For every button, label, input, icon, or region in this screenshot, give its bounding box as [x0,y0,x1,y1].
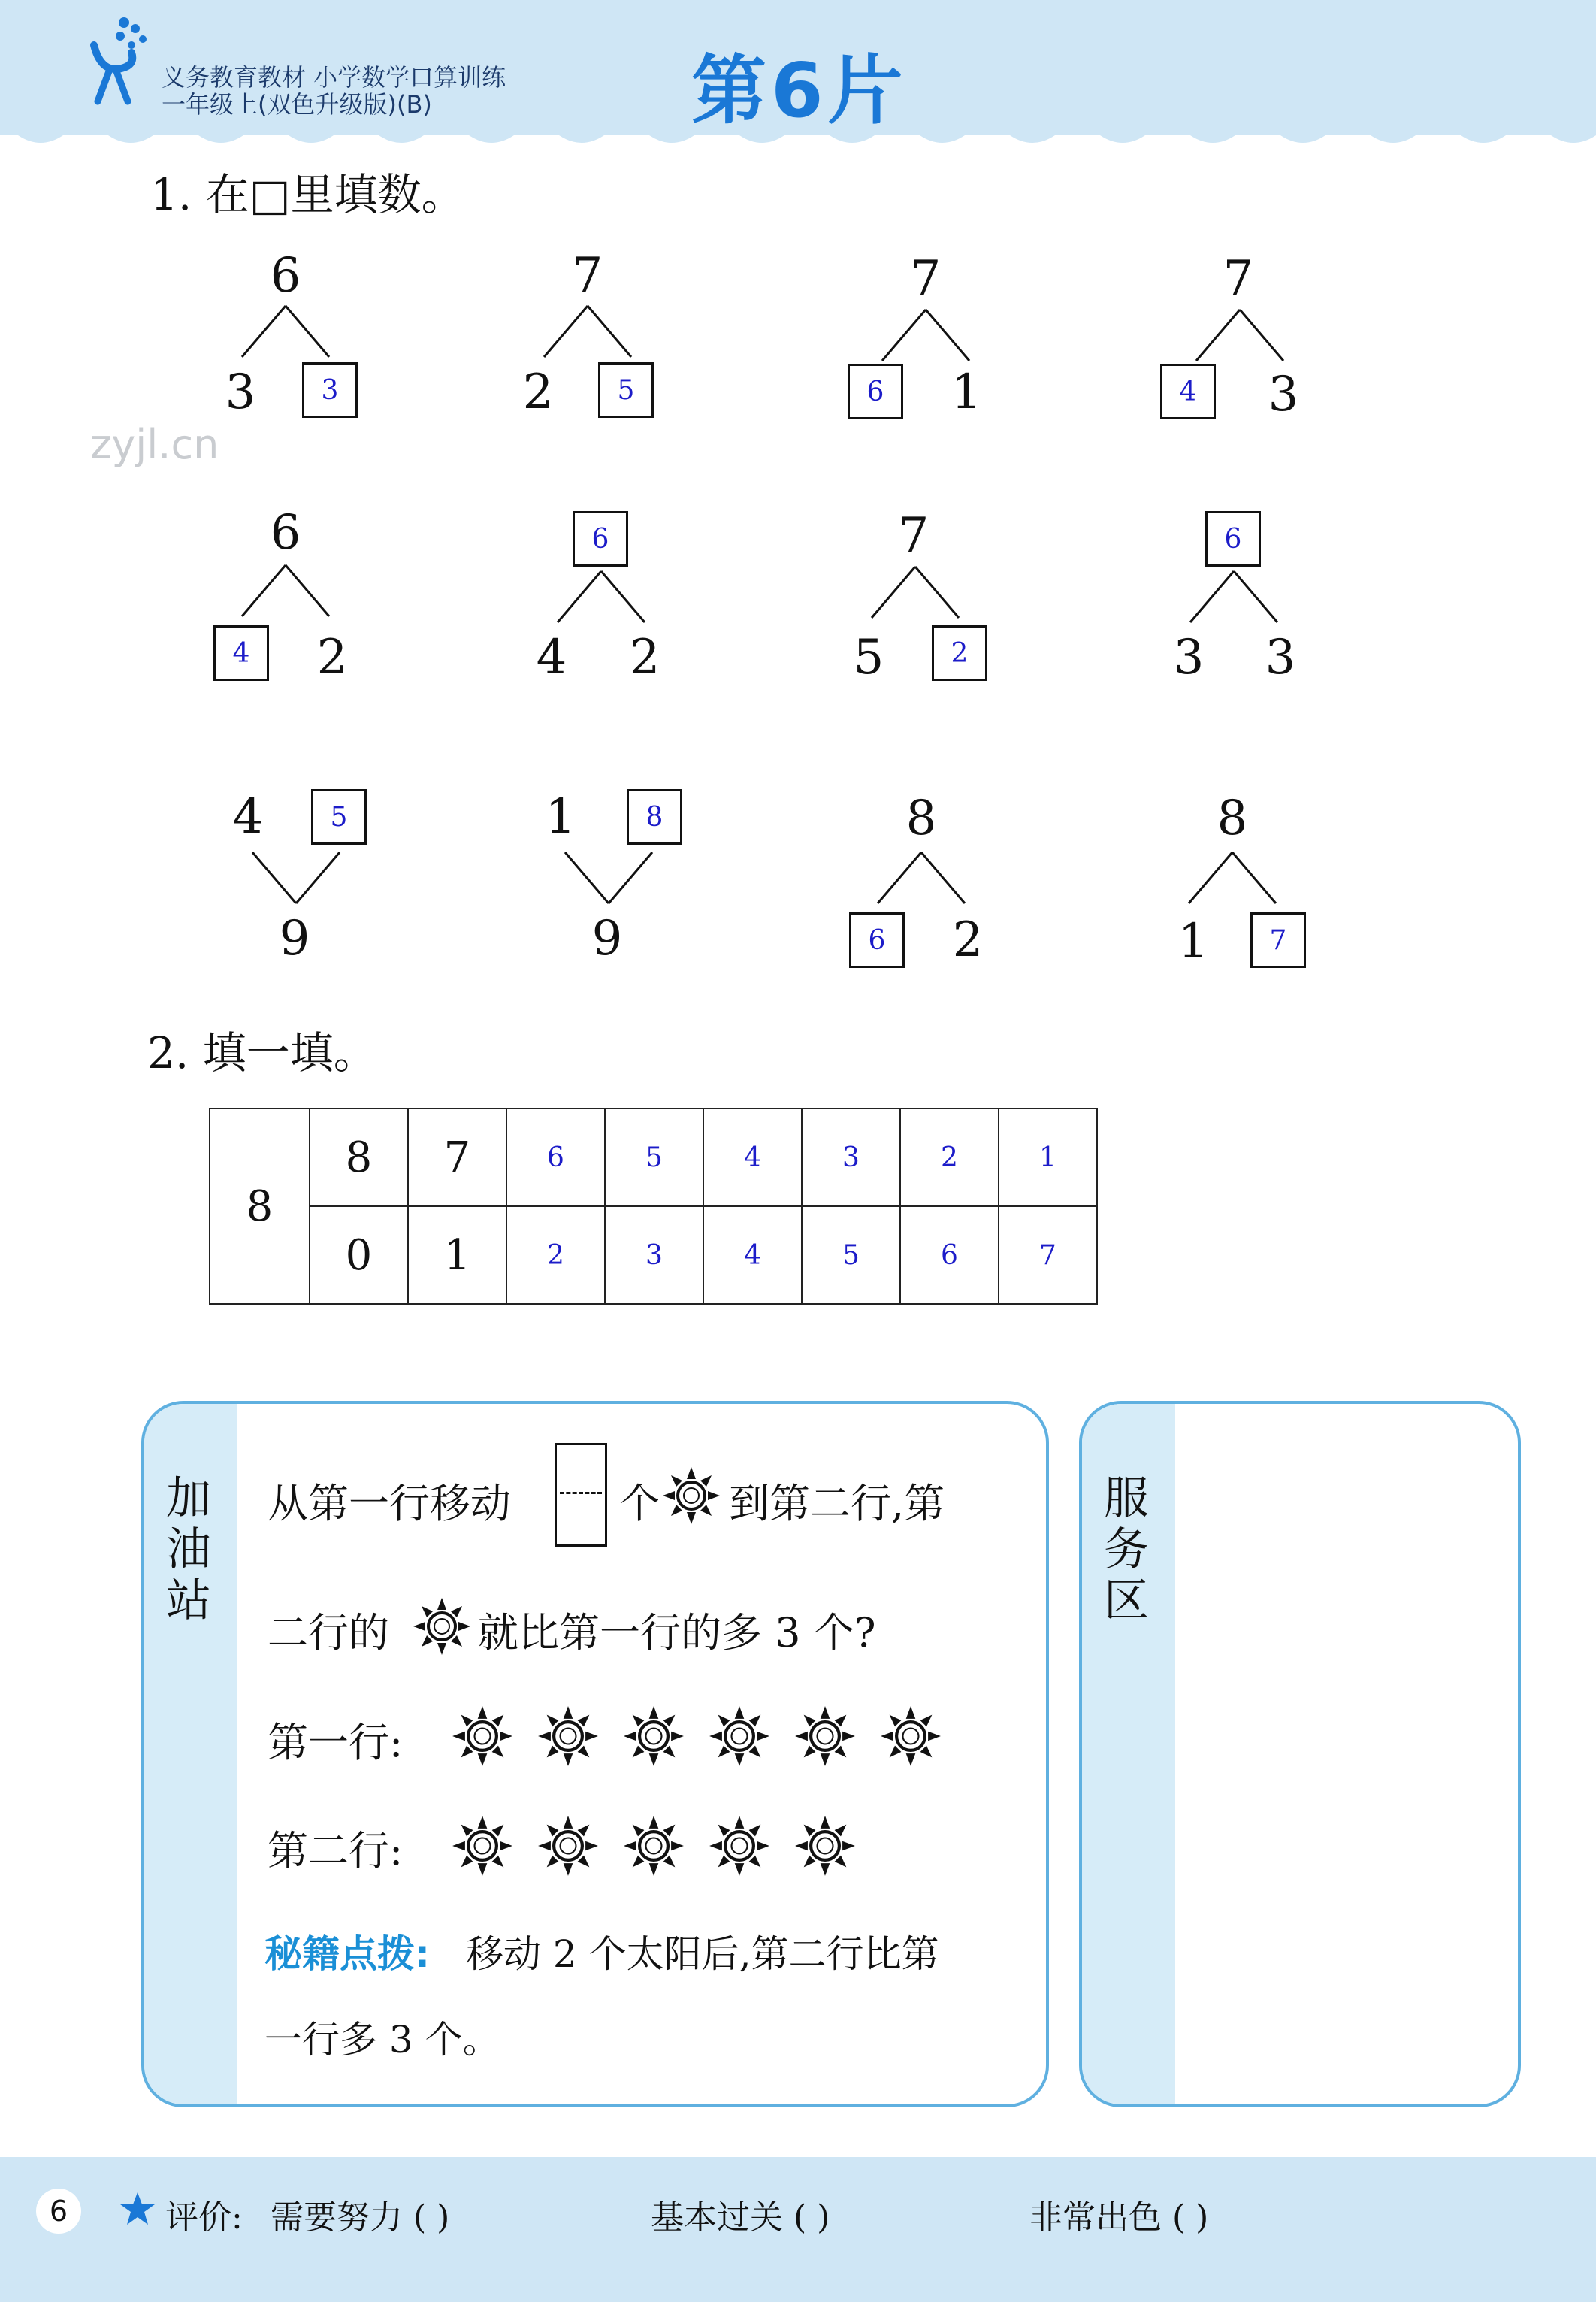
table-answer-cell[interactable]: 3 [605,1206,703,1304]
bond-lines [881,308,971,368]
sun-icon [451,1705,514,1768]
table-total: 8 [210,1109,310,1304]
bond-right: 3 [1268,367,1299,422]
bond-lines [240,304,331,365]
sun-icon [708,1814,771,1877]
bond-right: 2 [316,630,348,685]
answer-box[interactable]: 7 [1250,912,1306,968]
bond-top: 8 [905,791,937,846]
table-cell: 1 [408,1206,506,1304]
answer-box[interactable]: 2 [932,625,987,681]
answer-box[interactable]: 8 [627,789,682,845]
bond-right: 2 [952,912,984,968]
hint-label: 秘籍点拨: [264,1932,430,1976]
bond-lines [564,851,654,911]
table-cell: 8 [310,1109,408,1206]
question-text-3: 到第二行,第 [729,1480,945,1527]
sun-icon [537,1705,600,1768]
hint-text-1: 移动 2 个太阳后,第二行比第 [466,1932,939,1976]
table-answer-cell[interactable]: 5 [605,1109,703,1206]
bond-lines [251,851,341,911]
answer-box-top[interactable]: 6 [573,511,628,567]
answer-box[interactable]: 5 [311,789,367,845]
bond-lines [1195,308,1285,368]
decomposition-table [209,1108,1098,1305]
sun-icon [793,1705,857,1768]
sun-icon [661,1466,721,1526]
bond-top: 7 [898,508,929,564]
eval-level-1: 需要努力 ( ) [271,2198,450,2237]
sun-icon [793,1814,857,1877]
eval-label: 评价: [165,2198,243,2237]
bond-lines [240,564,331,624]
question-text-1: 从第一行移动 [268,1480,511,1527]
bond-left: 4 [232,789,264,845]
bond-lines [1187,851,1277,911]
bond-left: 3 [1173,630,1205,685]
page-title: 第6片 [691,47,908,135]
table-answer-cell[interactable]: 4 [703,1206,802,1304]
row1-label: 第一行: [268,1719,404,1766]
bond-right: 2 [629,630,660,685]
question-text-4: 二行的 [268,1609,389,1656]
row1-suns [451,1705,942,1768]
table-answer-cell[interactable]: 5 [802,1206,900,1304]
table-answer-cell[interactable]: 6 [900,1206,999,1304]
question-text-2: 个 [619,1480,660,1527]
eval-level-2: 基本过关 ( ) [651,2198,830,2237]
page-number: 6 [36,2189,81,2234]
bond-left: 3 [225,365,256,420]
answer-box[interactable]: 6 [848,364,903,419]
bond-right: 3 [1265,630,1296,685]
publisher-line-2: 一年级上(双色升级版)(B) [162,90,432,119]
bond-right: 1 [951,365,982,420]
answer-box[interactable]: 3 [302,362,358,418]
row2-suns [451,1814,857,1877]
bond-lines [556,570,646,630]
table-answer-cell[interactable]: 7 [999,1206,1097,1304]
bond-bottom: 9 [591,911,623,966]
sun-icon [622,1705,685,1768]
bond-top: 8 [1217,791,1248,846]
table-answer-cell[interactable]: 3 [802,1109,900,1206]
bond-top: 6 [270,248,301,304]
sun-icon [708,1705,771,1768]
answer-box[interactable]: 4 [213,625,269,681]
sun-icon [622,1814,685,1877]
bond-top: 7 [572,248,603,304]
answer-box-top[interactable]: 6 [1205,511,1261,567]
question-text-5: 就比第一行的多 3 个? [478,1609,876,1656]
table-answer-cell[interactable]: 6 [506,1109,605,1206]
table-answer-cell[interactable]: 2 [900,1109,999,1206]
table-cell: 7 [408,1109,506,1206]
answer-box[interactable]: 4 [1160,364,1216,419]
bond-lines [870,565,960,625]
bond-lines [543,304,633,365]
logo-mascot-icon [79,8,162,105]
hint-text-2: 一行多 3 个。 [264,2018,500,2062]
bond-top: 7 [1223,251,1254,307]
table-cell: 0 [310,1206,408,1304]
eval-level-3: 非常出色 ( ) [1029,2198,1209,2237]
bond-left: 5 [853,630,884,685]
bond-left: 2 [522,365,554,420]
watermark: zyjl.cn [90,421,219,468]
answer-box[interactable]: 5 [598,362,654,418]
sun-icon [412,1596,472,1656]
table-answer-cell[interactable]: 4 [703,1109,802,1206]
table-answer-cell[interactable]: 2 [506,1206,605,1304]
row2-label: 第二行: [268,1827,404,1874]
bond-left: 1 [545,789,576,845]
answer-box[interactable]: 6 [849,912,905,968]
table-answer-cell[interactable]: 1 [999,1109,1097,1206]
sun-icon [451,1814,514,1877]
bond-lines [876,851,966,911]
service-label: 服务区 [1104,1472,1149,1627]
bond-lines [1189,570,1279,630]
bond-bottom: 9 [279,911,310,966]
sun-icon [879,1705,942,1768]
bond-left: 1 [1177,914,1209,970]
section1-heading: 1. 在□里填数。 [150,169,465,220]
dashed-divider [560,1492,602,1494]
station-label: 加油站 [166,1472,211,1627]
bond-top: 7 [910,251,942,307]
star-icon [119,2190,156,2228]
answer-blank-box[interactable] [555,1443,607,1547]
publisher-line-1: 义务教育教材 小学数学口算训练 [162,63,506,92]
sun-icon [537,1814,600,1877]
bond-top: 6 [270,505,301,561]
section2-heading: 2. 填一填。 [147,1027,377,1078]
bond-left: 4 [536,630,567,685]
